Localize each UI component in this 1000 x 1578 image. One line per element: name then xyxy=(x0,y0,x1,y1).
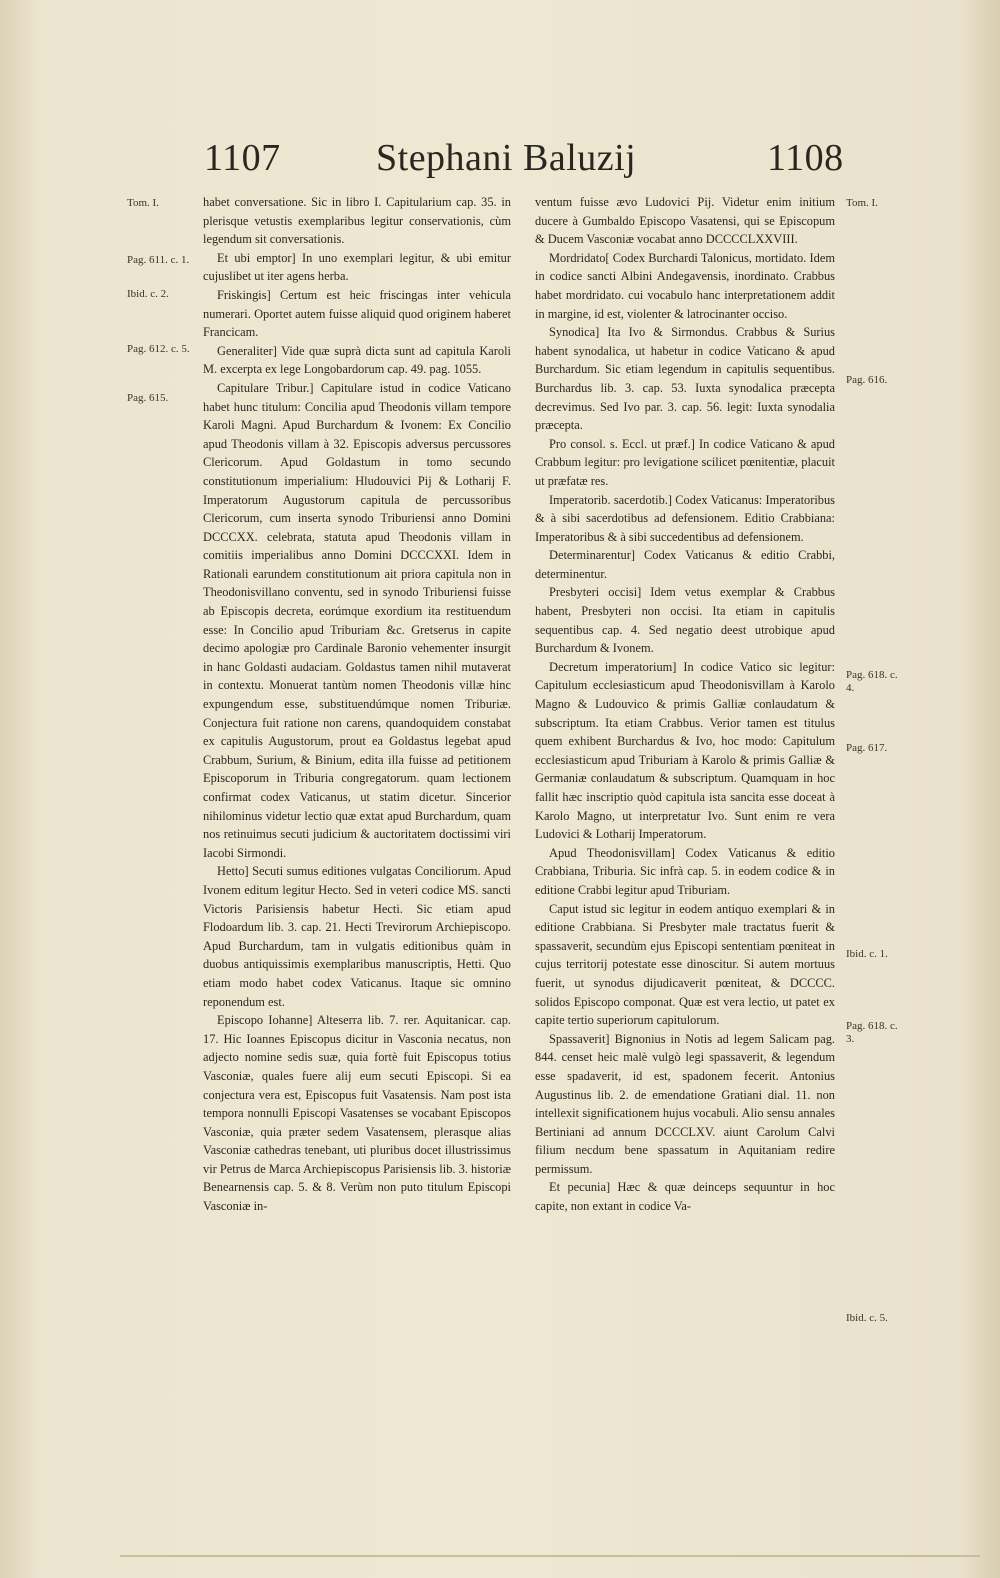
paragraph: Et pecunia] Hæc & quæ deinceps sequuntur in hoc capite, non extant in codice Va- xyxy=(535,1180,835,1214)
paragraph: habet conversatione. Sic in libro I. Capitularium cap. 35. in plerisque vetustis exemplaribus legitur conservationis, cùm legendum sit conversationis. xyxy=(203,195,511,247)
margin-note-right: Ibid. c. 5. xyxy=(846,1312,888,1324)
paragraph: Spassaverit] Bignonius in Notis ad legem Salicam pag. 844. censet heic malè vulgò legi spassaverit, & legendum esse spadaverit, id est, spadonem fecerit. Antonius Augustinus lib. 2. de emendatione Gratiani dial. 11. non intellexit significationem hujus vocabuli. Alio sensu annales Bertiniani ad annum DCCCLXV. aiunt Carolum Calvi filium necdum bene spassatum in Aquitaniam redire permissum. xyxy=(535,1031,835,1176)
left-page-number: 1107 xyxy=(204,137,281,179)
margin-note-right: Tom. I. xyxy=(846,197,878,209)
paragraph: Capitulare Tribur.] Capitulare istud in codice Vaticano habet hunc titulum: Concilia apud Theodonis villam tempore Karoli Magni. Apud Burchardum & Ivonem: Ex Concilio apud Theodonis villam à 32. Episcopis adversus percussores Clericorum. Apud Goldastum in tomo secundo constitutionum imperialium: Hludouvici Pij & Lotharij F. Imperatorum Augustorum capitula de percussoribus Clericorum, cum inserta synodo Triburiensi anno Domini DCCCXX. celebrata, statuta apud Theodonis villam in comitiis imperialibus anno Domini DCCCXXI. Idem in Rationali earundem constitutionum ait priora capitula non in Theodonisvillano conventu, sed in synodo Triburiensi fuisse ab Episcopis decreta, eorúmque exordium ita restituendum esse: In Concilio apud Triburiam &c. Gretserus in capite decimo apologiæ pro Cardinale Baronio vehementer insurgit in hanc Goldasti audaciam. Goldastus tamen nihil mutaverat in contextu. Monuerat tantùm nomen Theodonis villæ hinc expungendum esse, substituendúmque nomen Triburiæ. Conjectura fuit ratione non carens, quandoquidem constabat ex capitulis Augustorum, prout ea Goldastus legebat apud Crabbum, Surium, & Binium, edita illa fuisse ad petitionem Episcoporum in Triburia congregatorum. quam lectionem confirmat codex Vaticanus, ut statim dicetur. Sincerior nihilominus videtur lectio quæ extat apud Burchardum, quam nos retinuimus secuti judicium & auctoritatem doctissimi viri Iacobi Sirmondi. xyxy=(203,380,511,860)
paragraph: Pro consol. s. Eccl. ut præf.] In codice Vaticano & apud Crabbum legitur: pro levigatione scilicet pœnitentiæ, placuit ut præfatæ res. xyxy=(535,436,835,488)
paragraph: Generaliter] Vide quæ suprà dicta sunt ad capitula Karoli M. excerpta ex lege Longobardorum cap. 49. pag. 1055. xyxy=(203,343,511,377)
margin-note-left: Tom. I. xyxy=(127,197,159,209)
margin-note-left: Ibid. c. 2. xyxy=(127,288,169,300)
paragraph: Friskingis] Certum est heic friscingas inter vehicula numerari. Oportet autem fuisse aliquid quod originem haberet Francicam. xyxy=(203,287,511,340)
paragraph: Apud Theodonisvillam] Codex Vaticanus & editio Crabbiana, Triburia. Sic infrà cap. 5. in eodem codice & in editione Crabbi legitur apud Triburiam. xyxy=(535,845,835,897)
paragraph: Et ubi emptor] In uno exemplari legitur, & ubi emitur cujuslibet ut iter agens herba. xyxy=(203,250,511,284)
page-edge-rule xyxy=(120,1555,980,1557)
margin-note-left: Pag. 611. c. 1. xyxy=(127,254,190,266)
margin-note-right: Pag. 618. c. 3. xyxy=(846,1020,898,1045)
margin-note-right: Pag. 616. xyxy=(846,374,888,386)
margin-note-left: Pag. 615. xyxy=(127,392,169,404)
paragraph: Mordridato[ Codex Burchardi Talonicus, mortidato. Idem in codice sancti Albini Andegavensis, inordinato. Crabbus habet mordridato. cui vocabulo hanc interpretationem addit in margine, id est, violenter & latrocinanter occiso. xyxy=(535,250,835,321)
paragraph: Hetto] Secuti sumus editiones vulgatas Conciliorum. Apud Ivonem editum legitur Hecto. Sed in veteri codice MS. sancti Victoris Parisiensis habetur Hecti. Sic etiam apud Flodoardum lib. 3. cap. 21. Hecti Trevirorum Archiepiscopo. Apud Burchardum, tam in vulgatis editionibus quàm in duobus antiquissimis exemplaribus manuscriptis, Hetti. Quo etiam modo habet codex Vaticanus. Itaque sic omnino reponendum est. xyxy=(203,864,511,1009)
paragraph: Synodica] Ita Ivo & Sirmondus. Crabbus & Surius habent synodalica, ut habetur in codice Vaticano & apud Burchardum. Sic etiam legendum in capitulis sequentibus. Burchardus lib. 3. cap. 53. Iuxta synodalica præcepta decrevimus. Sed Ivo par. 3. cap. 56. legit: Iuxta synodalia præcepta. xyxy=(535,325,835,433)
paragraph: ventum fuisse ævo Ludovici Pij. Videtur enim initium ducere à Gumbaldo Episcopo Vasatensi, qui se Episcopum & Ducem Vasconiæ vocabat anno DCCCCLXXVIII. xyxy=(535,195,835,247)
paragraph: Decretum imperatorium] In codice Vatico sic legitur: Capitulum ecclesiasticum apud Theodonisvillam à Karolo Magno & Ludouvico & primis Galliæ conlaudatum & subscriptum. Ita etiam Crabbus. Verior tamen est titulus quem exhibent Burchardus & Ivo, hoc modo: Capitulum ecclesiasticum apud Triburiam à Karolo & primis Galliæ & Germaniæ conlaudatum & subscriptum. Quamquam in hoc fallit hæc inscriptio quòd capitula ista sancita esse doceat à Karolo Magno, ut interpretatur Ivo. Sunt enim re vera Ludovici & Lotharij Imperatorum. xyxy=(535,659,835,842)
running-head xyxy=(0,128,1000,188)
running-title: Stephani Baluzij xyxy=(376,137,637,179)
margin-note-right: Ibid. c. 1. xyxy=(846,948,888,960)
paragraph: Presbyteri occisi] Idem vetus exemplar & Crabbus habent, Presbyteri non occisi. Ita etiam in capitulis sequentibus cap. 4. Sed negatio deest utrobique apud Burchardum & Ivonem. xyxy=(535,585,835,656)
margin-note-right: Pag. 617. xyxy=(846,742,888,754)
right-text-column xyxy=(535,193,835,1216)
left-text-column xyxy=(203,193,511,1216)
paragraph: Imperatorib. sacerdotib.] Codex Vaticanus: Imperatoribus & à sibi sacerdotibus ad defensionem. Editio Crabbiana: Imperatoribus & à sibi succedentibus ad defensionem. xyxy=(535,492,835,544)
paragraph: Episcopo Iohanne] Alteserra lib. 7. rer. Aquitanicar. cap. 17. Hic Ioannes Episcopus dicitur in Vasconia necatus, non adjecto nomine sedis suæ, quia fortè fuit Episcopus totius Vasconiæ, quales fuere alij eum secuti Episcopi. Si ea conjectura vera est, Episcopus fuit Vasatensis. Nam post ista tempora nonnulli Episcopi Vasatenses se vocabant Episcopos Vasconiæ, quia præter sedem Vasatensem, plerasque alias Vasconiæ cathedras tenebant, uti pluribus docet illustrissimus vir Petrus de Marca Archiepiscopus Parisiensis lib. 3. historiæ Benearnensis cap. 5. & 8. Verùm non puto titulum Episcopi Vasconiæ in- xyxy=(203,1013,511,1214)
right-page-number: 1108 xyxy=(767,137,844,179)
margin-note-left: Pag. 612. c. 5. xyxy=(127,343,190,355)
paragraph: Determinarentur] Codex Vaticanus & editio Crabbi, determinentur. xyxy=(535,548,835,581)
paragraph: Caput istud sic legitur in eodem antiquo exemplari & in editione Crabbiana. Si Presbyter male tractatus fuerit & spassaverit, secundùm ejus Episcopi sententiam pœniteat in cujus territorij potestate esse dinoscitur. Si autem mortuus fuerit, ut synodus dijudicaverit pœniteat, & DCCCC. solidos Episcopo componat. Quæ est vera lectio, ut patet ex capite tertio superiorum capitulorum. xyxy=(535,901,835,1028)
margin-note-right: Pag. 618. c. 4. xyxy=(846,669,898,694)
